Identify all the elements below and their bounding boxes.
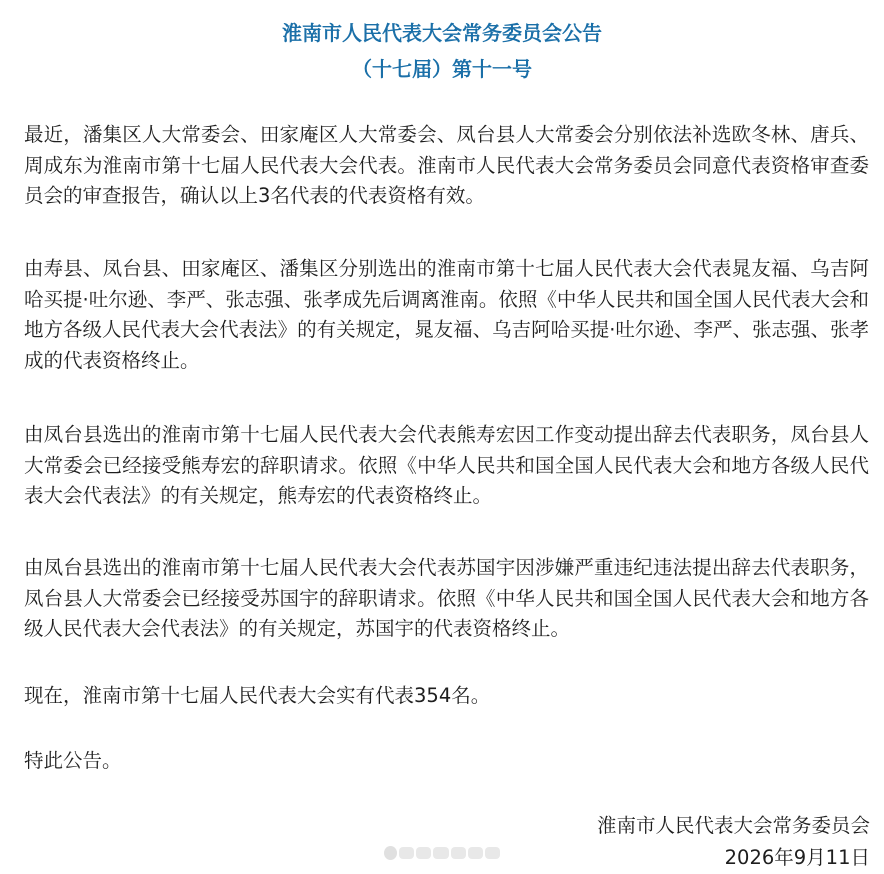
paragraph-delegates-elected: 最近，潘集区人大常委会、田家庵区人大常委会、凤台县人大常委会分别依法补选欧冬林、唐兵、周成东为淮南市第十七届人民代表大会代表。淮南市人民代表大会常务委员会同意代表资格审查委员会的审查报告，确认以上3名代表的代表资格有效。 xyxy=(24,123,869,207)
paragraph-delegate-count: 现在，淮南市第十七届人民代表大会实有代表354名。 xyxy=(24,684,491,707)
watermark-bar-icon xyxy=(468,847,483,859)
watermark-bar-icon xyxy=(433,847,448,859)
watermark-dot-icon xyxy=(384,846,397,860)
watermark-bar-icon xyxy=(399,847,414,859)
watermark-bar-icon xyxy=(451,847,466,859)
signature-organization: 淮南市人民代表大会常务委员会 xyxy=(596,814,870,837)
paragraph-delegates-transferred: 由寿县、凤台县、田家庵区、潘集区分别选出的淮南市第十七届人民代表大会代表晁友福、乌吉阿哈买提·吐尔逊、李严、张志强、张孝成先后调离淮南。依照《中华人民共和国全国人民代表大会和地方各级人民代表大会代表法》的有关规定，晁友福、乌吉阿哈买提·吐尔逊、李严、张志强、张孝成的代表资格终止。 xyxy=(24,257,869,372)
paragraph-delegate-resigned-work: 由凤台县选出的淮南市第十七届人民代表大会代表熊寿宏因工作变动提出辞去代表职务，凤台县人大常委会已经接受熊寿宏的辞职请求。依照《中华人民共和国全国人民代表大会和地方各级人民代表大会代表法》的有关规定，熊寿宏的代表资格终止。 xyxy=(24,423,869,507)
watermark-logo xyxy=(384,842,500,864)
announcement-number: （十七届）第十一号 xyxy=(352,57,532,81)
announcement-title: 淮南市人民代表大会常务委员会公告 xyxy=(282,21,602,45)
watermark-bar-icon xyxy=(416,847,431,859)
paragraph-closing: 特此公告。 xyxy=(24,749,122,772)
signature-date: 2026年9月11日 xyxy=(724,846,870,869)
paragraph-delegate-resigned-discipline: 由凤台县选出的淮南市第十七届人民代表大会代表苏国宇因涉嫌严重违纪违法提出辞去代表职务，凤台县人大常委会已经接受苏国宇的辞职请求。依照《中华人民共和国全国人民代表大会和地方各级人民代表大会代表法》的有关规定，苏国宇的代表资格终止。 xyxy=(24,556,869,640)
watermark-bar-icon xyxy=(485,847,500,859)
